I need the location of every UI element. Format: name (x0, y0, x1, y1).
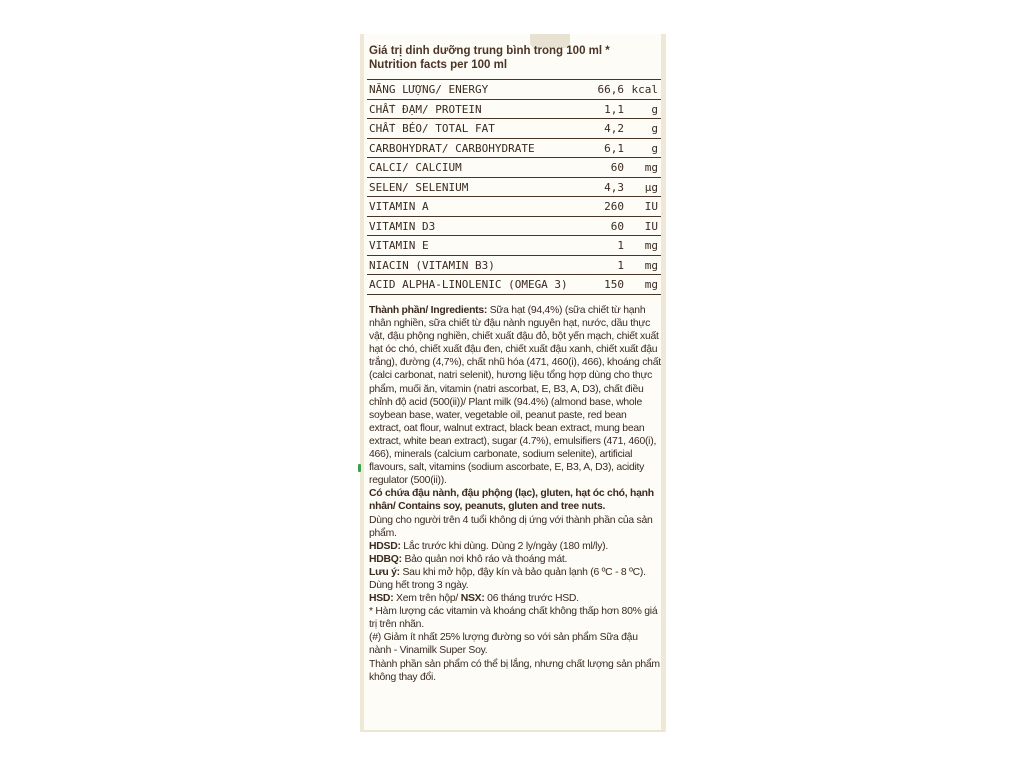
sugar-note: (#) Giảm ít nhất 25% lượng đường so với sản phẩm Sữa đậu nành - Vinamilk Super Soy. (369, 632, 638, 657)
nutrition-row (367, 256, 661, 276)
hdsd-text: Lắc trước khi dùng. Dùng 2 ly/ngày (180 ml/ly). (400, 540, 609, 552)
nutrient-name: CARBOHYDRAT/ CARBOHYDRATE (369, 141, 535, 155)
heading-line-en: Nutrition facts per 100 ml (369, 59, 508, 71)
nutrition-row (367, 139, 661, 159)
nutrient-name: CHẤT ĐẠM/ PROTEIN (369, 102, 482, 116)
nutrient-value: 60 (610, 161, 624, 174)
luu-y-line (369, 566, 661, 592)
nutrient-value: 150 (604, 278, 624, 291)
nutrition-row (367, 236, 661, 256)
nutrient-name: VITAMIN E (369, 239, 429, 252)
nutrient-value: 1 (617, 258, 624, 272)
nutrition-row (367, 178, 661, 198)
nutrient-name: CALCI/ CALCIUM (369, 161, 462, 174)
nutrient-unit: IU (644, 200, 658, 213)
nutrition-row (367, 197, 661, 217)
nutrition-row (367, 275, 661, 295)
allergen-text: Có chứa đậu nành, đậu phộng (lạc), gluten, hạt óc chó, hạnh nhân/ Contains soy, peanuts, gluten and tree nuts. (369, 488, 654, 513)
nutrient-unit: g (651, 141, 658, 155)
hsd-label: HSD: (369, 593, 394, 605)
hsd-text: Xem trên hộp/ (393, 593, 461, 605)
ingredients-label: Thành phần/ Ingredients: (369, 305, 488, 316)
luu-y-text: Sau khi mở hộp, đậy kín và bảo quản lạnh (6 ºC - 8 ºC). Dùng hết trong 3 ngày. (369, 566, 646, 591)
allergen-statement (369, 487, 661, 513)
nutrient-name: CHẤT BÉO/ TOTAL FAT (369, 122, 495, 135)
nutrient-value: 4,2 (604, 122, 624, 135)
nutrient-unit: mg (644, 239, 658, 252)
hdsd-line (369, 540, 661, 553)
side-mark (358, 464, 361, 472)
nutrition-row (367, 100, 661, 120)
nutrient-name: ACID ALPHA-LINOLENIC (OMEGA 3) (369, 278, 568, 291)
nutrition-row (367, 80, 661, 100)
ingredients-paragraph (369, 304, 661, 487)
hdbq-text: Bảo quản nơi khô ráo và thoáng mát. (401, 553, 568, 565)
nutrition-row (367, 119, 661, 139)
nutrient-value: 6,1 (604, 141, 624, 155)
hsd-line (369, 592, 661, 605)
ingredients-text: Sữa hạt (94,4%) (sữa chiết từ hạnh nhân nghiền, sữa chiết từ đậu nành nguyên hạt, nước, dầu thực vật, đậu phộng nghiền, chiết xuất đậu đỏ, bột yến mạch, chiết xuất hạt óc chó, chiết xuất đậu đen, chiết xuất đậu xanh, chiết xuất đậu trắng), đường (4,7%), chất nhũ hóa (471, 460(i), 466), khoáng chất (calci carbonat, natri selenit), hương liệu tổng hợp dùng cho thực phẩm, muối ăn, vitamin (natri ascorbat, E, B3, A, D3), chất điều chỉnh độ acid (500(ii))/ Plant milk (94.4%) (almond base, whole soybean base, water, vegetable oil, peanut paste, red bean extract, oat flour, walnut extract, black bean extract, mung bean extract, white bean extract), sugar (4.7%), emulsifiers (471, 460(i), 466), minerals (calcium carbonate, sodium selenite), artificial flavours, salt, vitamins (sodium ascorbate, E, B3, A, D3), acidity regulator (500(ii)). (369, 305, 661, 487)
nutrition-table (367, 79, 661, 296)
nutrition-heading (369, 44, 659, 72)
nutrient-unit: mg (644, 278, 658, 291)
nutrient-unit: kcal (631, 83, 658, 96)
usage-statement: Dùng cho người trên 4 tuổi không dị ứng với thành phần của sản phẩm. (369, 514, 653, 539)
nutrient-unit: mg (644, 258, 658, 272)
nutrition-row (367, 217, 661, 237)
nutrient-value: 4,3 (604, 180, 624, 194)
heading-line-vi: Giá trị dinh dưỡng trung bình trong 100 ml * (369, 45, 610, 57)
nutrient-value: 60 (610, 219, 624, 233)
vitamin-note: * Hàm lượng các vitamin và khoáng chất không thấp hơn 80% giá trị trên nhãn. (369, 606, 658, 631)
nutrient-value: 1,1 (604, 102, 624, 116)
nutrient-unit: g (651, 122, 658, 135)
luu-y-label: Lưu ý: (369, 566, 400, 578)
hdbq-label: HDBQ: (369, 553, 402, 565)
nutrient-unit: µg (644, 180, 658, 194)
nutrient-value: 1 (617, 239, 624, 252)
nutrient-value: 260 (604, 200, 624, 213)
nutrient-name: SELEN/ SELENIUM (369, 180, 469, 194)
nutrient-name: NIACIN (VITAMIN B3) (369, 258, 495, 272)
nutrient-name: NĂNG LƯỢNG/ ENERGY (369, 83, 489, 96)
label-text-block (369, 304, 661, 684)
hdbq-line (369, 553, 661, 566)
hdsd-label: HDSD: (369, 540, 401, 552)
nsx-label: NSX: (460, 593, 485, 605)
nutrition-row (367, 158, 661, 178)
nutrient-name: VITAMIN D3 (369, 219, 436, 233)
nutrient-unit: g (651, 102, 658, 116)
nutrient-name: VITAMIN A (369, 200, 429, 213)
nutrient-unit: mg (644, 161, 658, 174)
sediment-note: Thành phần sản phẩm có thể bị lắng, nhưng chất lượng sản phẩm không thay đổi. (369, 658, 660, 683)
nutrient-value: 66,6 (597, 83, 624, 96)
nutrient-unit: IU (644, 219, 658, 233)
nsx-text: 06 tháng trước HSD. (484, 593, 579, 605)
